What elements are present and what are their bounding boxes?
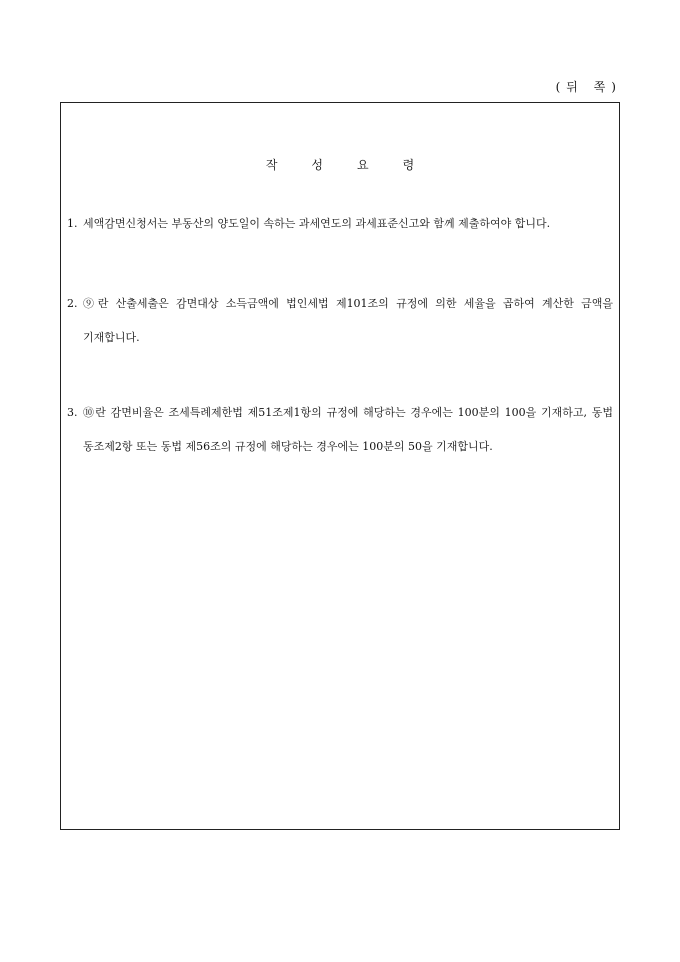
instruction-number: 1. xyxy=(67,217,78,230)
instruction-item-1 xyxy=(67,207,613,241)
instruction-text: ⑨란 산출세출은 감면대상 소득금액에 법인세법 제101조의 규정에 의한 세율을 곱하여 계산한 금액을 기재합니다. xyxy=(83,297,613,344)
instruction-text: ⑩란 감면비율은 조세특례제한법 제51조제1항의 규정에 해당하는 경우에는 100분의 100을 기재하고, 동법 동조제2항 또는 동법 제56조의 규정에 해당하는 경우에는 100분의 50을 기재합니다. xyxy=(83,406,613,453)
instructions-title: 작성요령 xyxy=(265,158,449,172)
instruction-number: 2. xyxy=(67,297,78,310)
instruction-item-3 xyxy=(67,396,613,464)
instruction-text: 세액감면신청서는 부동산의 양도일이 속하는 과세연도의 과세표준신고와 함께 제출하여야 합니다. xyxy=(83,217,551,230)
page-side-label: (뒤 쪽) xyxy=(555,80,622,94)
instructions-frame xyxy=(60,102,620,830)
instruction-number: 3. xyxy=(67,406,78,419)
instruction-item-2 xyxy=(67,287,613,355)
